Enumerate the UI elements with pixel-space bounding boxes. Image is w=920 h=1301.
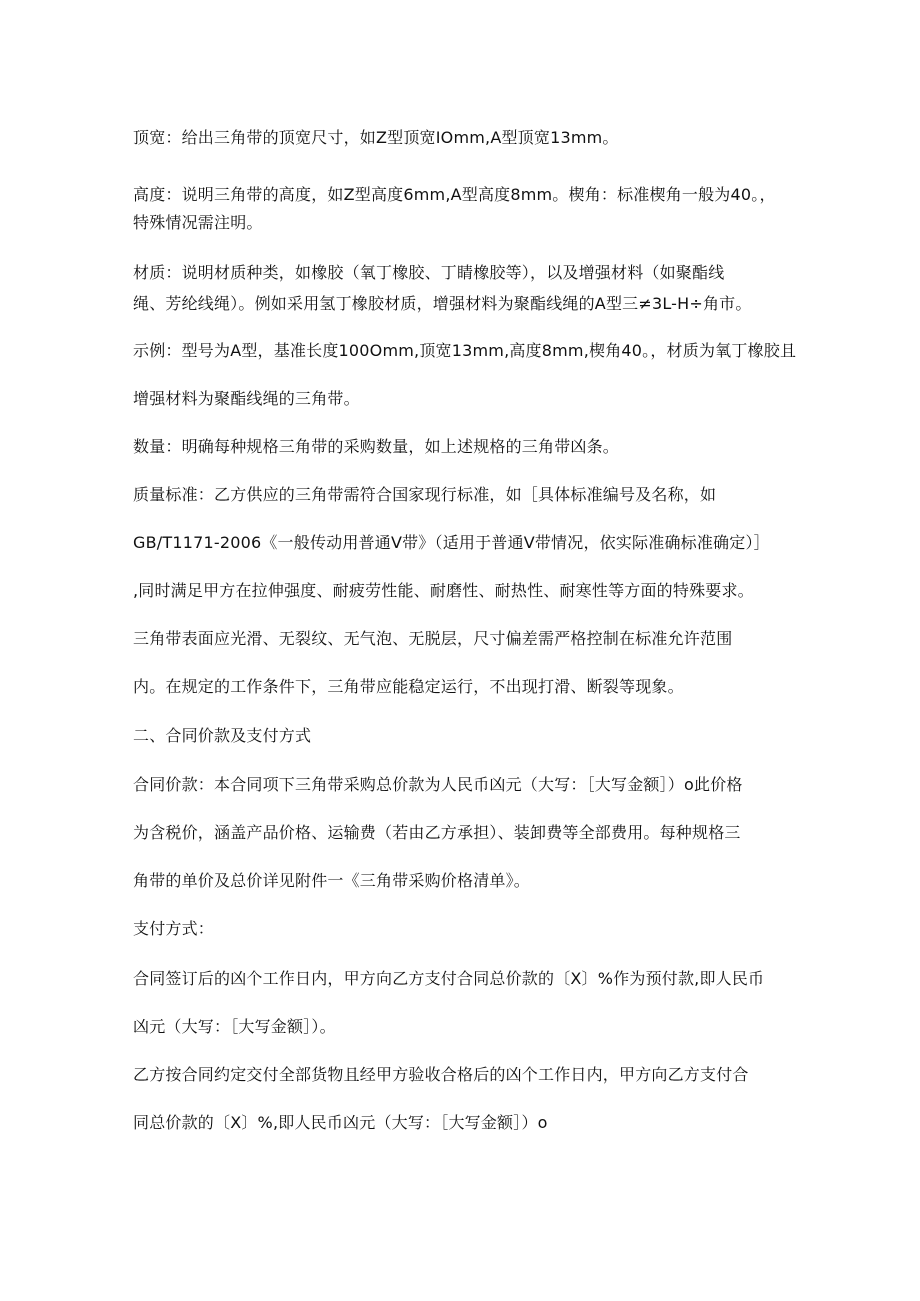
para-surface: 三角带表面应光滑、无裂纹、无气泡、无脱层，尺寸偏差需严格控制在标准允许范围 [133, 629, 733, 648]
para-quality-standard-cont1: GB/T1171-2006《一般传动用普通V带》（适用于普通V带情况，依实际准确标准确定）］ [133, 533, 770, 552]
para-example: 示例：型号为A型，基准长度100Omm,顶宽13mm,高度8mm,楔角40。，材质为氧丁橡胶且 [133, 341, 797, 360]
para-quality-standard: 质量标准：乙方供应的三角带需符合国家现行标准，如［具体标准编号及名称，如 [133, 485, 717, 504]
para-top-width: 顶宽：给出三角带的顶宽尺寸，如Z型顶宽IOmm,A型顶宽13mm。 [133, 128, 619, 147]
para-prepayment: 合同签订后的凶个工作日内，甲方向乙方支付合同总价款的〔X〕%作为预付款,即人民币 [133, 969, 765, 988]
para-acceptance-payment-cont: 同总价款的〔X〕%,即人民币凶元（大写：［大写金额］）o [133, 1113, 548, 1132]
para-prepayment-cont: 凶元（大写：［大写金额］）。 [133, 1017, 336, 1036]
para-payment-method: 支付方式： [133, 919, 215, 938]
para-contract-price-cont1: 为含税价，涵盖产品价格、运输费（若由乙方承担）、装卸费等全部费用。每种规格三 [133, 823, 741, 842]
para-contract-price-cont2: 角带的单价及总价详见附件一《三角带采购价格清单》。 [133, 871, 531, 890]
para-surface-cont: 内。在规定的工作条件下，三角带应能稳定运行，不出现打滑、断裂等现象。 [133, 677, 684, 696]
para-acceptance-payment: 乙方按合同约定交付全部货物且经甲方验收合格后的凶个工作日内，甲方向乙方支付合 [133, 1065, 749, 1084]
para-quality-standard-cont2: ,同时满足甲方在拉伸强度、耐疲劳性能、耐磨性、耐热性、耐寒性等方面的特殊要求。 [133, 581, 754, 600]
para-height-cont: 特殊情况需注明。 [133, 213, 263, 232]
para-material: 材质：说明材质种类，如橡胶（氧丁橡胶、丁睛橡胶等），以及增强材料（如聚酯线 [133, 263, 725, 282]
para-height: 高度：说明三角带的高度，如Z型高度6mm,A型高度8mm。楔角：标准楔角一般为40。， [133, 185, 776, 204]
para-contract-price: 合同价款：本合同项下三角带采购总价款为人民币凶元（大写：［大写金额］）o此价格 [133, 775, 743, 794]
para-quantity: 数量：明确每种规格三角带的采购数量，如上述规格的三角带凶条。 [133, 437, 620, 456]
section-heading-price-payment: 二、合同价款及支付方式 [133, 726, 312, 745]
para-example-cont: 增强材料为聚酯线绳的三角带。 [133, 389, 360, 408]
para-material-cont: 绳、芳纶线绳）。例如采用氢丁橡胶材质，增强材料为聚酯线绳的A型三≠3L-H÷角市。 [133, 294, 752, 313]
